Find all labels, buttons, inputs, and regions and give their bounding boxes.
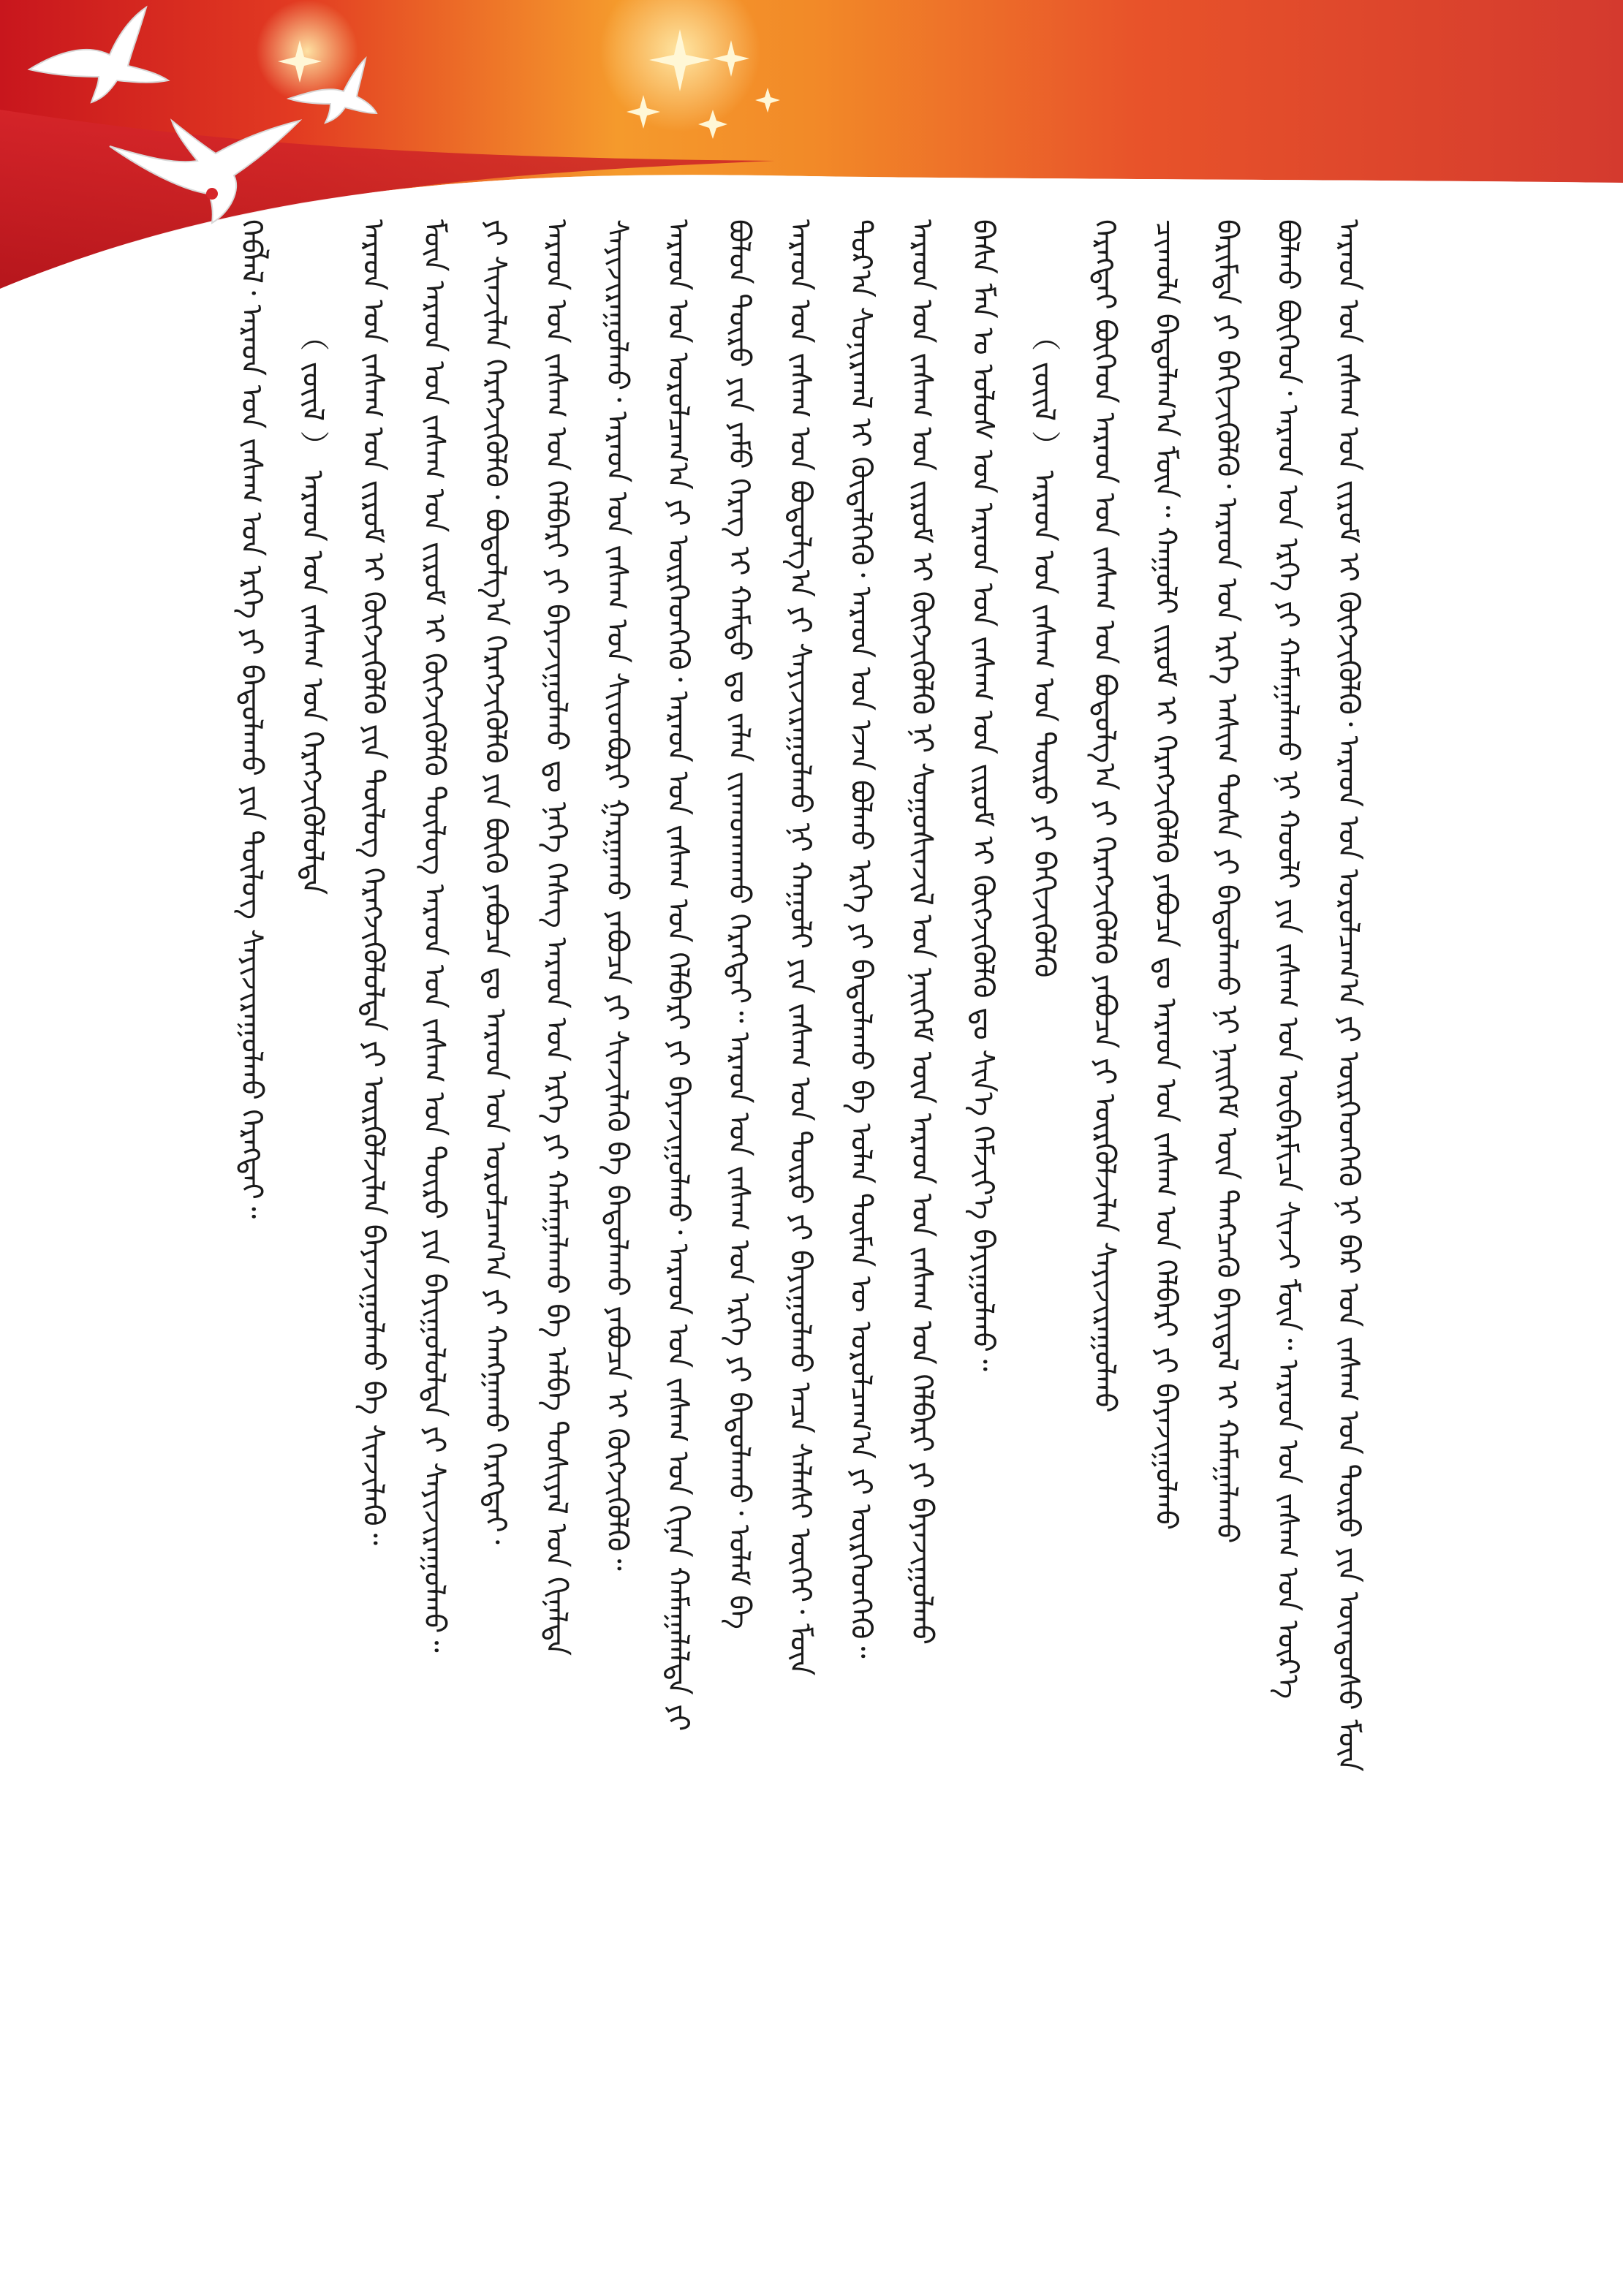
vertical-text-body: [219, 219, 1374, 2149]
section-heading: （ ᠵᠦᠢᠯ ） ᠠᠷᠠᠳ ᠤᠨ ᠵᠠᠰᠠᠭ ᠤᠨ ᠬᠡᠷᠡᠭᠵᠢᠭᠦᠯᠦᠯᠲᠡ: [295, 322, 330, 895]
text-column: ᠠᠷᠠᠳ ᠤᠨ ᠣᠷᠤᠯᠴᠠᠭ᠎ᠠ ᠶᠢ ᠥᠷᠭᠡᠳᠬᠡᠬᠦ᠂ ᠠᠷᠠᠳ ᠤᠨ ᠵᠠᠰᠠᠭ ᠤᠨ ᠬᠡᠯᠪᠡᠷᠢ ᠶᠢ ᠪᠠᠶᠠᠵᠢᠭᠤᠯᠬᠤ᠂ ᠠᠷᠠᠳ ᠤᠨ ᠵᠠᠰᠠᠭ ᠤᠨ ᠬᠢᠨᠠᠨ ᠬᠠᠮᠠᠭᠠᠯᠠᠯᠲᠠ ᠶᠢ: [661, 219, 695, 1732]
section-heading: （ ᠵᠦᠢᠯ ） ᠠᠷᠠᠳ ᠤᠨ ᠵᠠᠰᠠᠭ ᠤᠨ ᠲᠥᠷᠦ ᠶᠢ ᠪᠡᠬᠢᠵᠢᠭᠦᠯᠬᠦ: [1026, 322, 1061, 978]
text-column: ᠪᠠᠰᠠ ᠮᠠᠨ ᠤ ᠤᠯᠤᠰ ᠤᠨ ᠠᠷᠠᠳ ᠤᠨ ᠵᠠᠰᠠᠭ ᠤᠨ ᠵᠢᠷᠤᠮ ᠢ ᠬᠥᠭᠵᠢᠭᠦᠯᠬᠦ ᠳᠤ ᠰᠢᠨ᠎ᠡ ᠬᠡᠮᠵᠢᠶ᠎ᠡ ᠪᠠᠶᠢᠭᠤᠯᠬᠤ᠃: [966, 219, 1000, 1372]
text-column: ᠠᠷᠠᠳ ᠤᠨ ᠵᠠᠰᠠᠭ ᠤᠨ ᠵᠢᠷᠤᠮ ᠢ ᠬᠥᠭᠵᠢᠭᠦᠯᠬᠦ ᠨᠢ ᠰᠤᠭᠤᠰᠢᠨᠵᠢᠯ ᠤᠨ ᠨᠡᠢᠭᠡᠮ ᠦᠨ ᠠᠷᠠᠳ ᠤᠨ ᠵᠠᠰᠠᠭ ᠤᠨ ᠬᠡᠯᠪᠡᠷᠢ ᠶᠢ ᠪᠠᠶᠠᠵᠢᠭᠤᠯᠬᠤ: [905, 219, 939, 1645]
text-column: ᠠᠷᠠᠳ ᠤᠨ ᠵᠠᠰᠠᠭ ᠤᠨ ᠵᠢᠷᠤᠮ ᠢ ᠬᠥᠭᠵᠢᠭᠦᠯᠬᠦ ᠶᠢᠨ ᠲᠥᠯᠦᠭ ᠬᠡᠷᠡᠭᠵᠢᠭᠦᠯᠦᠯᠲᠡ ᠶᠢ ᠦᠷᠭᠦᠯᠵᠢᠯᠡᠨ ᠪᠠᠶᠠᠵᠢᠭᠤᠯᠬᠤ ᠪᠠ ᠰᠢᠨᠵᠢᠯᠡᠬᠦ᠃: [356, 219, 390, 1546]
text-column: ᠬᠡᠷᠡᠭᠲᠡᠢ ᠪᠥᠭᠡᠳ ᠠᠷᠠᠳ ᠤᠨ ᠵᠠᠰᠠᠭ ᠤᠨ ᠪᠣᠳᠤᠯᠭ᠎ᠠ ᠶᠢ ᠬᠡᠷᠡᠭᠵᠢᠭᠦᠯᠬᠦ ᠶᠠᠪᠤᠴᠠ ᠶᠢ ᠦᠷᠭᠦᠯᠵᠢᠯᠡᠨ ᠰᠠᠶᠢᠵᠢᠷᠠᠭᠤᠯᠬᠤ: [1088, 219, 1122, 1413]
text-column: ᠰᠠᠶᠢᠵᠢᠷᠠᠭᠤᠯᠬᠤ᠂ ᠠᠷᠠᠳ ᠤᠨ ᠵᠠᠰᠠᠭ ᠤᠨ ᠰᠢᠢᠳᠪᠦᠷᠢ ᠭᠠᠷᠭᠠᠬᠤ ᠶᠠᠪᠤᠴᠠ ᠶᠢ ᠰᠢᠨᠵᠢᠯᠡᠬᠦ ᠪᠠ ᠪᠠᠲᠤᠯᠠᠬᠤ ᠶᠠᠪᠤᠴᠠ ᠢ ᠬᠥᠭᠵᠢᠭᠦᠯᠬᠦ᠃: [600, 219, 635, 1571]
text-column: ᠶᠢ ᠰᠢᠨᠵᠢᠯᠡᠨ ᠬᠡᠷᠡᠭᠵᠢᠭᠦᠯᠬᠦ᠂ ᠪᠣᠳᠤᠯᠭ᠎ᠠ ᠬᠡᠷᠡᠭᠵᠢᠭᠦᠯᠬᠦ ᠶᠢᠨ ᠪᠥᠬᠥ ᠶᠠᠪᠤᠴᠠ ᠳᠤ ᠠᠷᠠᠳ ᠤᠨ ᠣᠷᠤᠯᠴᠠᠭ᠎ᠠ ᠶᠢ ᠬᠠᠩᠭᠠᠬᠤ ᠬᠡᠷᠡᠭᠲᠡᠢ᠂: [478, 219, 512, 1545]
text-column: ᠴᠢᠬᠤᠯᠠ ᠪᠠᠲᠤᠯᠠᠭ᠎ᠠ ᠮᠥᠨ᠃ ᠬᠠᠭᠤᠯᠢ ᠵᠢᠷᠤᠮ ᠢ ᠬᠡᠷᠡᠭᠵᠢᠭᠦᠯᠬᠦ ᠶᠠᠪᠤᠴᠠ ᠳᠤ ᠠᠷᠠᠳ ᠤᠨ ᠵᠠᠰᠠᠭ ᠤᠨ ᠬᠡᠯᠪᠡᠷᠢ ᠶᠢ ᠪᠠᠶᠠᠵᠢᠭᠤᠯᠬᠤ: [1149, 219, 1183, 1531]
text-column: ᠬᠡᠪᠯᠡᠯ᠂ ᠠᠷᠠᠳ ᠤᠨ ᠵᠠᠰᠠᠭ ᠤᠨ ᠡᠷᠬᠡ ᠶᠢ ᠪᠠᠲᠤᠯᠠᠬᠤ ᠶᠢᠨ ᠲᠥᠯᠦᠭ ᠰᠠᠶᠢᠵᠢᠷᠠᠭᠤᠯᠬᠤ ᠬᠡᠷᠡᠭᠲᠡᠢ᠃: [234, 219, 268, 1219]
text-column: ᠪᠣᠯᠤᠨ ᠲᠥᠷᠦ ᠶᠢᠨ ᠶᠠᠮᠤ ᠬᠡᠷᠡᠭ ᠢ ᠬᠠᠮᠲᠤ ᠳᠤ ᠵᠠᠯᠠᠨ ᠵᠢᠬᠠᠳᠬᠠᠬᠤ ᠬᠡᠷᠡᠭᠲᠡᠢ᠃ ᠠᠷᠠᠳ ᠤᠨ ᠵᠠᠰᠠᠭ ᠤᠨ ᠡᠷᠬᠡ ᠶᠢ ᠪᠠᠲᠤᠯᠠᠬᠤ᠂ ᠤᠯᠠᠮ ᠪᠠ: [722, 219, 756, 1629]
text-column: ᠠᠷᠠᠳ ᠤᠨ ᠵᠠᠰᠠᠭ ᠤᠨ ᠬᠡᠯᠪᠡᠷᠢ ᠶᠢ ᠪᠠᠶᠠᠵᠢᠭᠤᠯᠬᠤ ᠳᠤ ᠨᠡᠭᠡ ᠬᠡᠰᠡᠭ ᠠᠷᠠᠳ ᠤᠨ ᠡᠷᠬᠡ ᠶᠢ ᠬᠠᠮᠠᠭᠠᠯᠠᠬᠤ ᠪᠠ ᠠᠯᠪᠠ ᠲᠤᠰᠢᠶᠠᠯ ᠤᠨ ᠬᠢᠨᠠᠯᠲᠠ: [539, 219, 573, 1656]
text-column: ᠠᠷᠠᠳ ᠤᠨ ᠵᠠᠰᠠᠭ ᠤᠨ ᠵᠢᠷᠤᠮ ᠢ ᠬᠥᠭᠵᠢᠭᠦᠯᠬᠦ᠂ ᠠᠷᠠᠳ ᠤᠨ ᠣᠷᠤᠯᠴᠠᠭ᠎ᠠ ᠶᠢ ᠥᠷᠭᠡᠳᠬᠡᠬᠦ ᠨᠢ ᠪᠠᠷ ᠤᠨ ᠵᠠᠰᠠᠭ ᠤᠨ ᠲᠥᠷᠦ ᠶᠢᠨ ᠦᠨᠳᠦᠰᠦ ᠮᠥᠨ: [1331, 219, 1366, 1772]
text-column: ᠠᠷᠠᠳ ᠤᠨ ᠵᠠᠰᠠᠭ ᠤᠨ ᠪᠣᠳᠤᠯᠭ᠎ᠠ ᠶᠢ ᠰᠠᠶᠢᠵᠢᠷᠠᠭᠤᠯᠬᠤ ᠨᠢ ᠬᠠᠭᠤᠯᠢ ᠶᠢᠨ ᠵᠠᠰᠠᠭ ᠤᠨ ᠲᠥᠷᠦ ᠶᠢ ᠪᠠᠶᠢᠭᠤᠯᠬᠤ ᠠᠴᠠ ᠰᠠᠯᠠᠰᠢ ᠦᠭᠡᠢ᠂ ᠮᠥᠨ: [783, 219, 817, 1676]
text-column: ᠪᠠᠷᠢᠮᠲᠠ ᠶᠢ ᠪᠡᠬᠢᠵᠢᠭᠦᠯᠬᠦ᠂ ᠠᠷᠠᠳ ᠤᠨ ᠡᠷᠬᠡ ᠠᠰᠢᠭ ᠲᠤᠰᠠ ᠶᠢ ᠪᠠᠲᠤᠯᠠᠬᠤ ᠨᠢ ᠨᠡᠢᠭᠡᠮ ᠦᠨ ᠲᠡᠩᠴᠡᠭᠦ ᠪᠠᠶᠢᠳᠠᠯ ᠢ ᠬᠠᠮᠠᠭᠠᠯᠠᠬᠤ: [1209, 219, 1244, 1544]
text-column: ᠮᠥᠨ ᠠᠷᠠᠳ ᠤᠨ ᠵᠠᠰᠠᠭ ᠤᠨ ᠵᠢᠷᠤᠮ ᠢ ᠬᠥᠭᠵᠢᠭᠦᠯᠬᠦ ᠲᠥᠯᠦᠭ ᠠᠷᠠᠳ ᠤᠨ ᠵᠠᠰᠠᠭ ᠤᠨ ᠲᠥᠷᠦ ᠶᠢᠨ ᠪᠠᠶᠢᠭᠤᠯᠤᠯᠲᠠ ᠶᠢ ᠰᠠᠶᠢᠵᠢᠷᠠᠭᠤᠯᠬᠤ᠃: [417, 219, 451, 1653]
text-column: ᠪᠣᠯᠬᠤ ᠪᠥᠭᠡᠳ᠂ ᠠᠷᠠᠳ ᠤᠨ ᠡᠷᠬᠡ ᠶᠢ ᠬᠠᠮᠠᠭᠠᠯᠠᠬᠤ ᠨᠢ ᠬᠤᠤᠯᠢ ᠶᠢᠨ ᠵᠠᠰᠠᠭ ᠤᠨ ᠥᠪᠡᠷᠮᠢᠴᠡ ᠰᠢᠨᠵᠢ ᠮᠥᠨ᠃ ᠠᠷᠠᠳ ᠤᠨ ᠵᠠᠰᠠᠭ ᠤᠨ ᠦᠷ᠎ᠡ: [1271, 219, 1305, 1700]
dove-heart: [206, 188, 218, 200]
glow: [256, 0, 358, 102]
text-column: ᠳᠤᠷ᠎ᠠ ᠰᠣᠨᠢᠷᠬᠠᠯ ᠢ ᠬᠥᠳᠡᠯᠭᠡᠬᠦ᠂ ᠠᠷᠠᠳ ᠤᠨ ᠡᠵᠡᠨ ᠪᠣᠯᠬᠤ ᠡᠷᠬᠡ ᠶᠢ ᠪᠠᠲᠤᠯᠠᠬᠤ ᠪᠠ ᠣᠯᠠᠨ ᠲᠦᠮᠡᠨ ᠦ ᠣᠷᠤᠯᠴᠠᠭ᠎ᠠ ᠶᠢ ᠦᠷᠭᠡᠳᠬᠡᠬᠦ᠃: [844, 219, 878, 1659]
